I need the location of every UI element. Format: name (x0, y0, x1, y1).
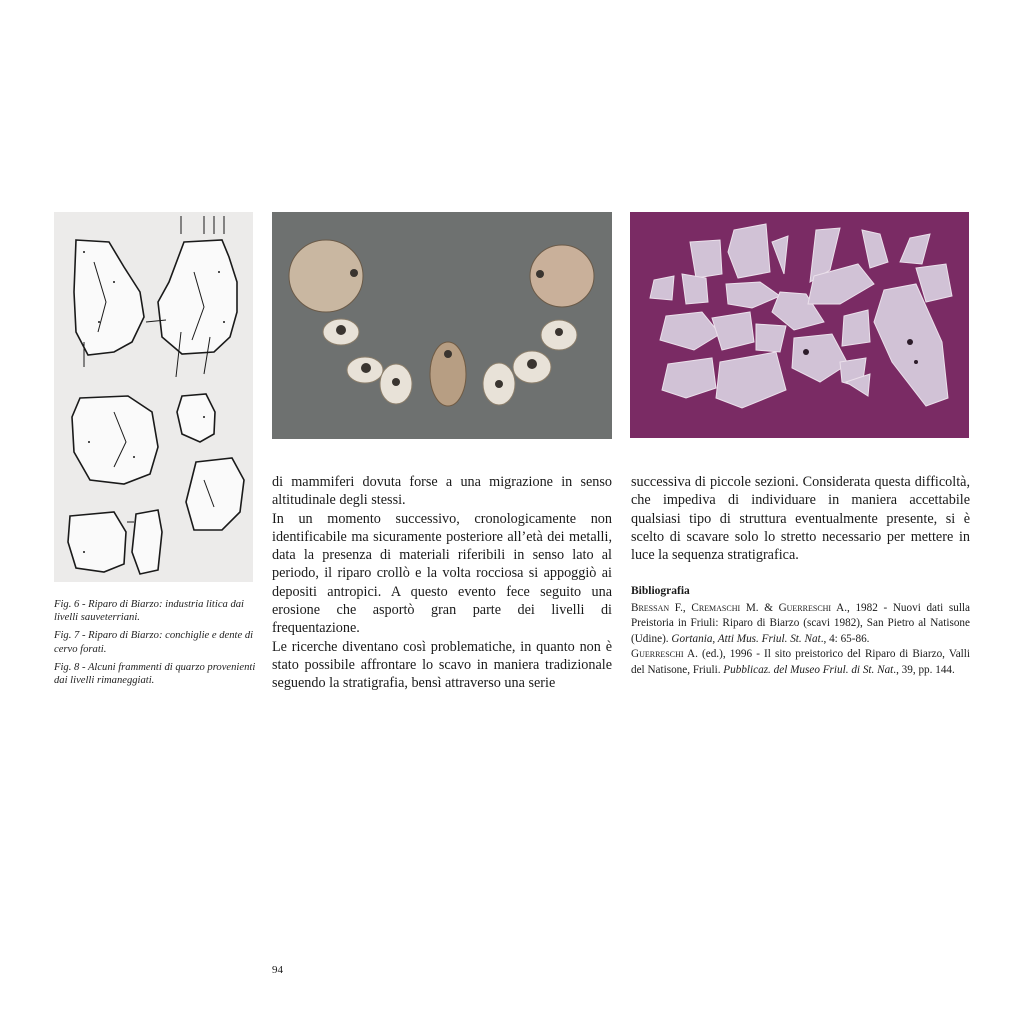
author: Guerreschi (778, 602, 832, 614)
caption-fig7: Fig. 7 - Riparo di Biarzo: conchiglie e dente di cervo forati. (54, 630, 254, 655)
author: Cremaschi (691, 602, 741, 614)
author-initial: M. & (740, 602, 779, 614)
figure-captions (54, 598, 259, 692)
paragraph: di mammiferi dovuta forse a una migrazione in senso altitudinale degli stessi. (272, 474, 612, 509)
reference-text: A., 1982 - Nuovi dati sulla Preistoria in Friuli: Riparo di Biarzo (scavi 1982), San Pietro al Natisone (Udine). (631, 602, 971, 645)
paragraph: In un momento successivo, cronologicamente non identificabile ma sicuramente posteriore all’età dei metalli, data la presenza di materiali riferibili in senso lato al periodo, il riparo crollò e la volta rocciosa si appoggiò ai depositi antropici. A questo evento fece seguito una erosione che asportò gran parte dei livelli di frequentazione. (272, 510, 612, 637)
bibliography-list (631, 601, 970, 678)
paragraph: successiva di piccole sezioni. Considerata questa difficoltà, che impediva di individuare in maniera accettabile qualsiasi tipo di struttura eventualmente presente, si è scelto di scavare solo lo stretto necessario per mettere in luce la sequenza stratigrafica. (631, 474, 970, 564)
page-number: 94 (272, 964, 283, 976)
figure-8-quartz-photo (630, 212, 969, 438)
caption-fig8: Fig. 8 - Alcuni frammenti di quarzo provenienti dai livelli rimaneggiati. (54, 661, 256, 687)
author: Guerreschi (631, 648, 684, 661)
journal-title: Gortania, Atti Mus. Friul. St. Nat (671, 632, 821, 645)
author-initial: F., (669, 602, 692, 614)
paragraph: Le ricerche diventano così problematiche, in quanto non è stato possibile affrontare lo scavo in maniera tradizionale seguendo la stratigrafia, bensì attraverso una serie (272, 638, 612, 692)
bibliography-entry (631, 647, 970, 678)
author: Bressan (631, 602, 670, 614)
bibliography-entry (631, 601, 970, 647)
figure-6-lithic-drawings (54, 212, 253, 582)
reference-tail: ., 39, pp. 144. (893, 663, 955, 676)
caption-fig6: Fig. 6 - Riparo di Biarzo: industria litica dai livelli sauveterriani. (54, 599, 244, 624)
bibliography-heading: Bibliografia (631, 585, 690, 597)
reference-tail: ., 4: 65-86. (820, 632, 870, 645)
figure-7-shells-photo (272, 212, 612, 439)
body-column-3 (631, 473, 970, 564)
reference-text: A. (ed.), 1996 - Il sito preistorico del Riparo di Biarzo, Valli del Natisone, Friuli. (631, 648, 970, 676)
journal-title: Pubblicaz. del Museo Friul. di St. Nat (723, 663, 894, 676)
body-column-2 (272, 473, 612, 693)
